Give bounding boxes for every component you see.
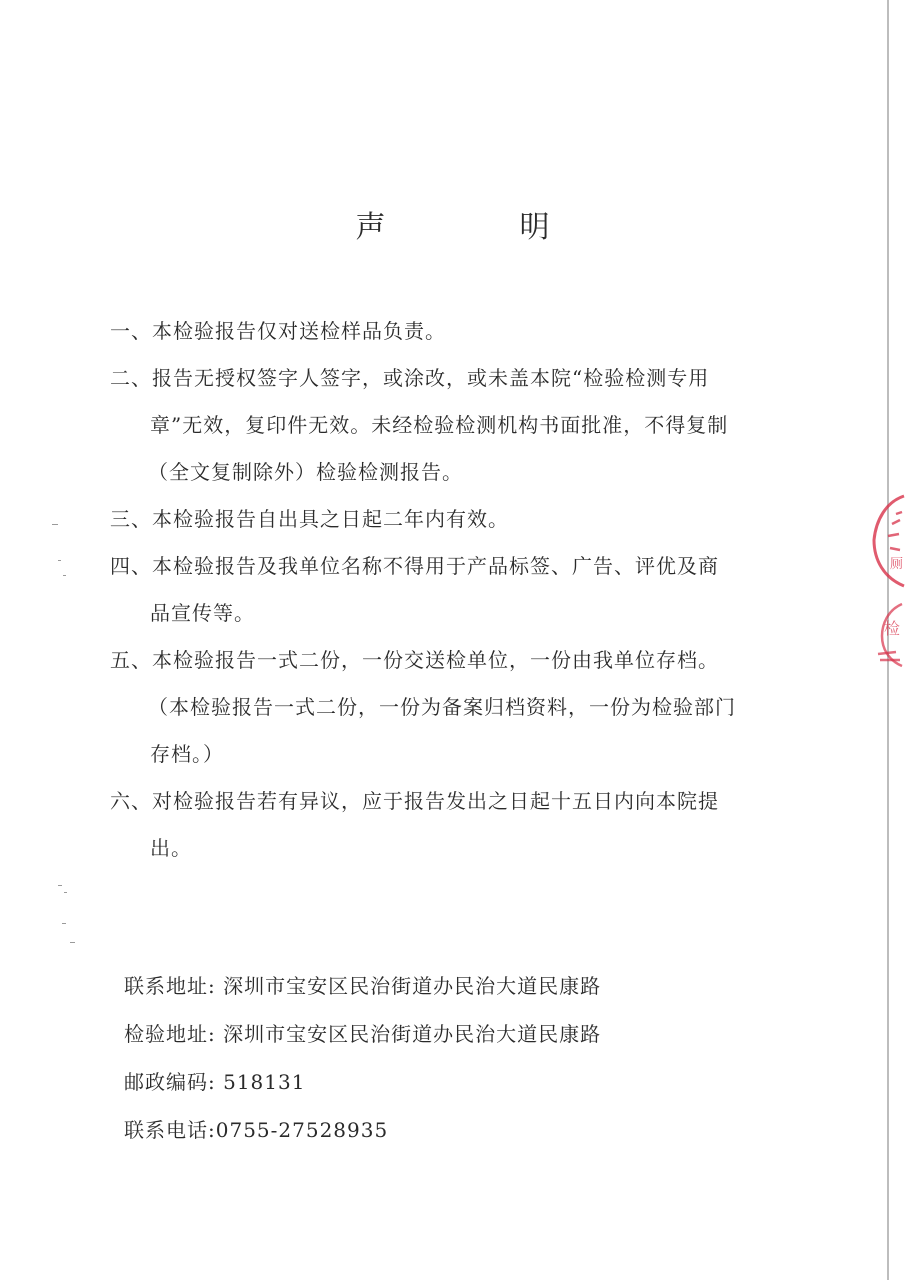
statement-line: 四、本检验报告及我单位名称不得用于产品标签、广告、评优及商: [110, 554, 719, 578]
statement-line: 三、本检验报告自出具之日起二年内有效。: [110, 507, 509, 531]
statement-item: [110, 355, 800, 496]
official-seal-icon: [866, 600, 905, 670]
statement-item: [110, 308, 800, 355]
statement-item: [110, 496, 800, 543]
contact-block: [124, 962, 601, 1154]
scan-mark: [64, 892, 67, 893]
statement-line: 六、对检验报告若有异议，应于报告发出之日起十五日内向本院提: [110, 789, 719, 813]
statement-item: [110, 778, 800, 872]
test-address-row: [124, 1010, 601, 1058]
statement-list: [110, 308, 800, 872]
test-address-label: 检验地址:: [124, 1022, 216, 1046]
svg-text:厕: 厕: [890, 557, 904, 572]
official-seal-icon: [866, 490, 905, 590]
phone-row: [124, 1106, 601, 1154]
statement-line: 一、本检验报告仅对送检样品负责。: [110, 319, 446, 343]
postcode-label: 邮政编码:: [124, 1070, 216, 1094]
page-title: 声 明: [355, 210, 602, 245]
postcode-value: 518131: [223, 1070, 306, 1094]
test-address-value: 深圳市宝安区民治街道办民治大道民康路: [223, 1022, 602, 1046]
phone-label: 联系电话:: [124, 1118, 216, 1142]
statement-line: 出。: [150, 836, 192, 860]
svg-text:检: 检: [884, 619, 901, 638]
scan-mark: [62, 923, 66, 924]
statement-line: 存档。）: [150, 742, 224, 766]
scan-mark: [58, 885, 62, 886]
statement-line: 章”无效，复印件无效。未经检验检测机构书面批准，不得复制: [150, 413, 729, 437]
statement-line: （本检验报告一式二份，一份为备案归档资料，一份为检验部门: [148, 695, 736, 719]
statement-line: 品宣传等。: [150, 601, 255, 625]
statement-line: （全文复制除外）检验检测报告。: [148, 460, 463, 484]
contact-address-label: 联系地址:: [124, 974, 216, 998]
postcode-row: [124, 1058, 601, 1106]
scan-mark: [52, 524, 58, 525]
statement-line: 五、本检验报告一式二份，一份交送检单位，一份由我单位存档。: [110, 648, 719, 672]
scan-mark: [58, 560, 61, 561]
scan-mark: [70, 942, 75, 943]
statement-item: [110, 543, 800, 637]
scan-mark: [63, 575, 66, 576]
contact-address-row: [124, 962, 601, 1010]
phone-value: 0755-27528935: [215, 1118, 389, 1142]
contact-address-value: 深圳市宝安区民治街道办民治大道民康路: [223, 974, 602, 998]
statement-item: [110, 637, 800, 778]
statement-line: 二、报告无授权签字人签字，或涂改，或未盖本院“检验检测专用: [110, 366, 710, 390]
